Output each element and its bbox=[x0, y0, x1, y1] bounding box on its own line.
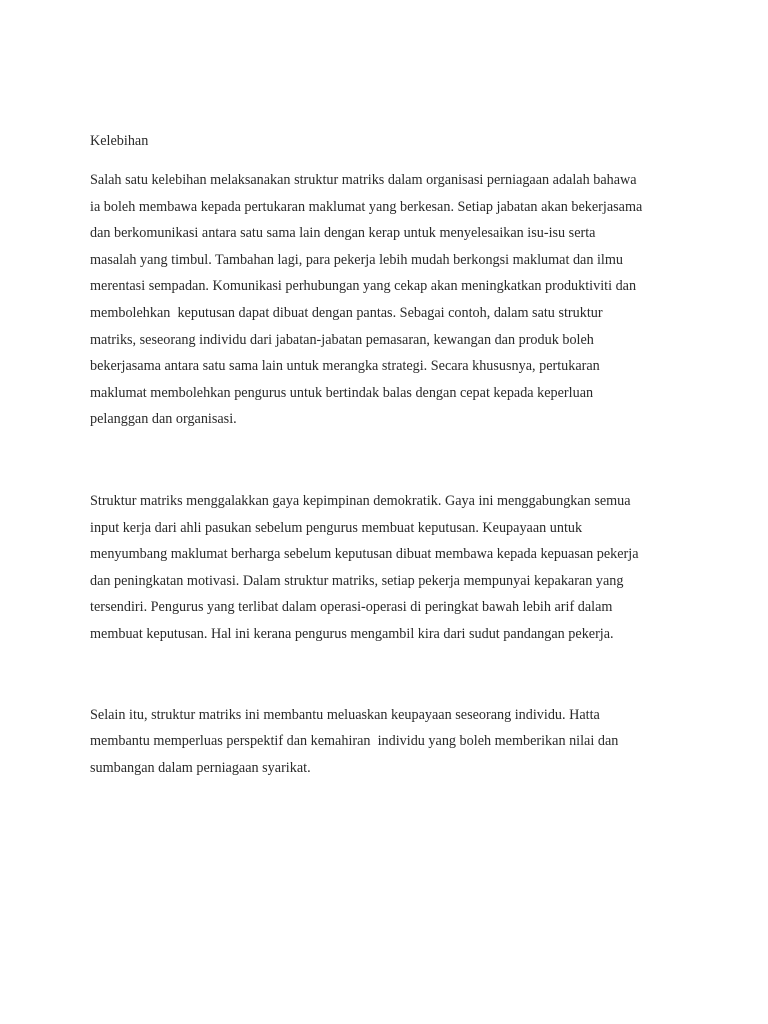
text-line: membantu memperluas perspektif dan kemahiran individu yang boleh memberikan nilai dan bbox=[90, 733, 619, 750]
text-line: masalah yang timbul. Tambahan lagi, para pekerja lebih mudah berkongsi maklumat dan ilmu bbox=[90, 251, 623, 268]
text-line: sumbangan dalam perniagaan syarikat. bbox=[90, 759, 311, 776]
paragraph bbox=[90, 167, 690, 433]
text-line: tersendiri. Pengurus yang terlibat dalam operasi-operasi di peringkat bawah lebih arif dalam bbox=[90, 599, 613, 616]
paragraph bbox=[90, 488, 690, 648]
text-line: membuat keputusan. Hal ini kerana pengurus mengambil kira dari sudut pandangan pekerja. bbox=[90, 625, 614, 642]
text-line: merentasi sempadan. Komunikasi perhubungan yang cekap akan meningkatkan produktiviti dan bbox=[90, 278, 637, 295]
text-line: Selain itu, struktur matriks ini membantu meluaskan keupayaan seseorang individu. Hatta bbox=[90, 706, 600, 723]
section-heading: Kelebihan bbox=[90, 133, 149, 149]
paragraph bbox=[90, 702, 690, 782]
text-line: menyumbang maklumat berharga sebelum keputusan dibuat membawa kepada kepuasan pekerja bbox=[90, 546, 639, 563]
text-line: matriks, seseorang individu dari jabatan-jabatan pemasaran, kewangan dan produk boleh bbox=[90, 331, 594, 348]
text-line: Struktur matriks menggalakkan gaya kepimpinan demokratik. Gaya ini menggabungkan semua bbox=[90, 492, 631, 509]
text-line: maklumat membolehkan pengurus untuk bertindak balas dengan cepat kepada keperluan bbox=[90, 384, 594, 401]
text-line: dan berkomunikasi antara satu sama lain dengan kerap untuk menyelesaikan isu-isu serta bbox=[90, 225, 596, 242]
text-line: dan peningkatan motivasi. Dalam struktur matriks, setiap pekerja mempunyai kepakaran yang bbox=[90, 572, 624, 589]
document-body bbox=[90, 128, 690, 781]
text-line: ia boleh membawa kepada pertukaran maklumat yang berkesan. Setiap jabatan akan bekerjasama bbox=[90, 198, 643, 215]
text-line: membolehkan keputusan dapat dibuat dengan pantas. Sebagai contoh, dalam satu struktur bbox=[90, 304, 603, 321]
text-line: Salah satu kelebihan melaksanakan struktur matriks dalam organisasi perniagaan adalah bahawa bbox=[90, 172, 637, 188]
text-line: pelanggan dan organisasi. bbox=[90, 411, 237, 428]
text-line: input kerja dari ahli pasukan sebelum pengurus membuat keputusan. Keupayaan untuk bbox=[90, 519, 583, 536]
text-line: bekerjasama antara satu sama lain untuk merangka strategi. Secara khususnya, pertukaran bbox=[90, 358, 600, 375]
